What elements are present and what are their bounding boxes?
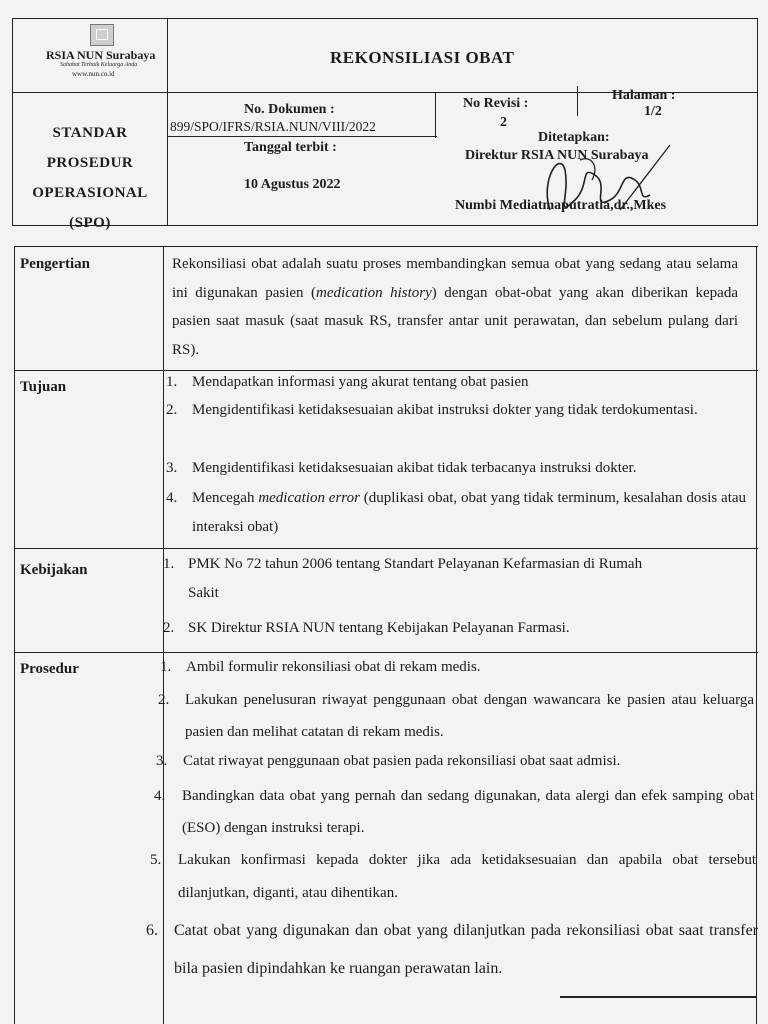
- list-number: 1.: [160, 659, 172, 675]
- list-number: 1.: [163, 556, 175, 572]
- table-line: [14, 548, 758, 549]
- spo-label: [14, 118, 166, 238]
- director-signature: [520, 140, 680, 230]
- revision-label: No Revisi :: [463, 96, 529, 111]
- approved-by: Direktur RSIA NUN Surabaya: [465, 148, 649, 163]
- list-number: 4.: [154, 788, 166, 804]
- prosedur-item: [158, 684, 754, 746]
- tujuan-item: [166, 484, 746, 541]
- signer-name: Numbi Mediatmaputratia,dr.,Mkes: [455, 198, 667, 213]
- tujuan-italic-term: medication error: [258, 490, 360, 506]
- pengertian-text-part: Rekonsiliasi obat adalah suatu proses membandingkan semua obat yang sedang atau selama ini digunakan pasien (: [172, 256, 738, 301]
- spo-label-line: OPERASIONAL: [32, 185, 148, 201]
- spo-label-line: STANDAR: [52, 125, 128, 141]
- doc-number-label: No. Dokumen :: [244, 102, 335, 117]
- prosedur-item-text: Catat obat yang digunakan dan obat yang dilanjutkan pada rekonsiliasi obat saat transfer bila pasien dipindahkan ke ruangan perawatan lain.: [174, 922, 758, 977]
- prosedur-item: [154, 780, 754, 842]
- table-line: [756, 246, 757, 1024]
- list-number: 2.: [166, 402, 178, 418]
- pengertian-italic-term: medication history: [315, 284, 432, 301]
- prosedur-item-text: Lakukan penelusuran riwayat penggunaan obat dengan wawancara ke pasien atau keluarga pasien dan melihat catatan di rekam medis.: [185, 692, 754, 740]
- table-line: [560, 996, 756, 998]
- tujuan-item-text: Mendapatkan informasi yang akurat tentang obat pasien: [192, 374, 529, 390]
- revision-value: 2: [500, 115, 507, 130]
- spo-label-line: (SPO): [69, 215, 111, 231]
- section-label-pengertian: Pengertian: [20, 256, 90, 272]
- header-divider: [577, 86, 578, 116]
- list-number: 4.: [166, 490, 178, 506]
- section-label-kebijakan: Kebijakan: [20, 562, 88, 578]
- prosedur-item-text: Bandingkan data obat yang pernah dan sedang digunakan, data alergi dan efek samping obat (ESO) dengan instruksi terapi.: [182, 788, 754, 836]
- tujuan-item-text: Mengidentifikasi ketidaksesuaian akibat instruksi dokter yang tidak terdokumentasi.: [192, 402, 698, 418]
- header-divider: [167, 18, 168, 226]
- section-label-prosedur: Prosedur: [20, 661, 79, 677]
- document-title: REKONSILIASI OBAT: [330, 48, 515, 67]
- list-number: 5.: [150, 852, 162, 868]
- pengertian-text-part: ) dengan obat-obat yang akan diberikan kepada pasien saat masuk (saat masuk RS, transfer antar unit perawatan, dan sebelum pulang dari RS).: [172, 284, 738, 358]
- hospital-website: www.nun.co.id: [72, 70, 115, 78]
- list-number: 2.: [158, 692, 170, 708]
- tujuan-item-text-part: (duplikasi obat, obat yang tidak terminum, kesalahan dosis atau interaksi obat): [192, 490, 747, 535]
- section-label-tujuan: Tujuan: [20, 379, 67, 395]
- header-divider: [435, 92, 436, 138]
- hospital-tagline: Sahabat Terbaik Keluarga Anda: [60, 62, 138, 68]
- kebijakan-item-text: SK Direktur RSIA NUN tentang Kebijakan Pelayanan Farmasi.: [188, 620, 570, 636]
- spo-label-line: PROSEDUR: [46, 155, 134, 171]
- issued-date-label: Tanggal terbit :: [244, 140, 337, 155]
- list-number: 6.: [146, 922, 158, 939]
- list-number: 2.: [163, 620, 175, 636]
- page-label: Halaman :: [612, 88, 676, 103]
- kebijakan-item: [163, 614, 743, 642]
- list-number: 3.: [156, 753, 168, 769]
- tujuan-item: [166, 396, 746, 453]
- tujuan-item: [166, 368, 746, 396]
- issued-date-value: 10 Agustus 2022: [244, 177, 341, 192]
- prosedur-item: [146, 912, 758, 988]
- pengertian-text: [172, 250, 738, 364]
- tujuan-item-text: [192, 484, 746, 541]
- tujuan-item: [166, 454, 746, 482]
- prosedur-item: [150, 844, 756, 910]
- prosedur-item: [160, 652, 750, 682]
- tujuan-item-text: Mengidentifikasi ketidaksesuaian akibat tidak terbacanya instruksi dokter.: [192, 460, 637, 476]
- prosedur-item-text: Ambil formulir rekonsiliasi obat di rekam medis.: [186, 659, 481, 675]
- hospital-logo: [90, 24, 114, 46]
- table-line: [14, 246, 758, 247]
- prosedur-item-text: Catat riwayat penggunaan obat pasien pada rekonsiliasi obat saat admisi.: [183, 753, 621, 769]
- list-number: 3.: [166, 460, 178, 476]
- prosedur-item-text: Lakukan konfirmasi kepada dokter jika ada ketidaksesuaian dan apabila obat tersebut dilanjutkan, diganti, atau dihentikan.: [178, 852, 756, 901]
- list-number: 1.: [166, 374, 178, 390]
- kebijakan-item-text: PMK No 72 tahun 2006 tentang Standart Pelayanan Kefarmasian di Rumah Sakit: [188, 556, 643, 601]
- approved-label: Ditetapkan:: [538, 130, 610, 145]
- doc-number-value: 899/SPO/IFRS/RSIA.NUN/VIII/2022: [170, 119, 376, 134]
- page-value: 1/2: [644, 104, 662, 119]
- tujuan-item-text-part: Mencegah: [192, 490, 259, 506]
- kebijakan-item: [163, 550, 743, 607]
- table-line: [14, 246, 15, 1024]
- hospital-name: RSIA NUN Surabaya: [46, 48, 156, 62]
- prosedur-item: [156, 746, 756, 776]
- header-divider: [167, 136, 437, 137]
